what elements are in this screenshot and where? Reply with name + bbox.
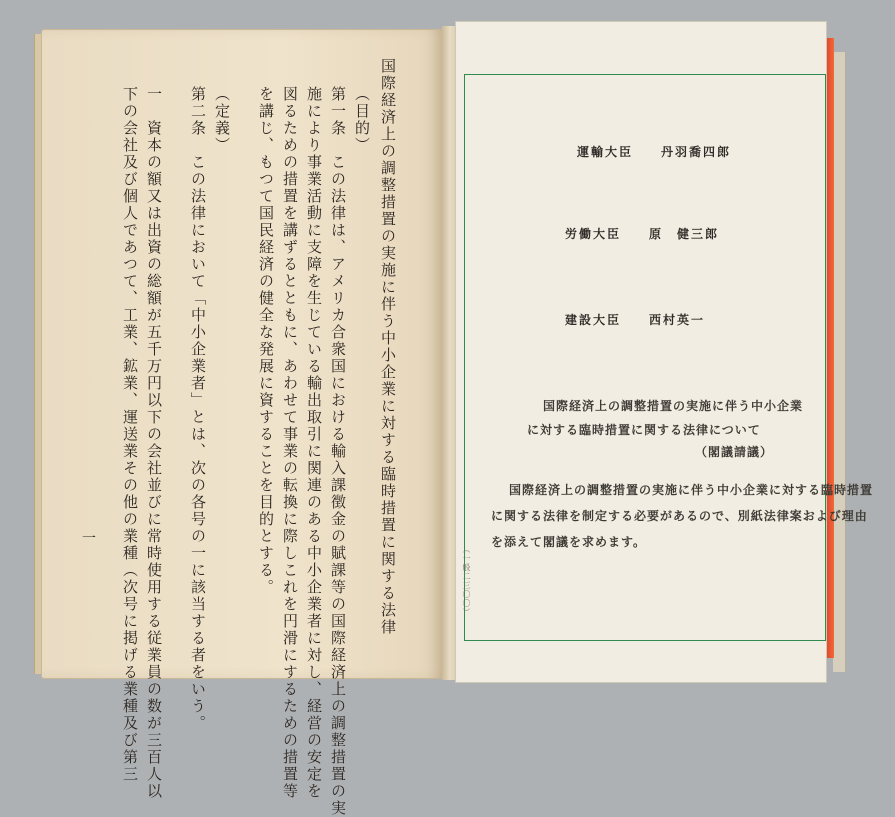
minister-name: 原 健三郎 xyxy=(649,227,720,241)
page-number: 一 xyxy=(82,531,96,547)
right-page xyxy=(456,22,874,682)
article-2-item-1-line-2: 下の会社及び個人であつて、工業、鉱業、運送業その他の業種（次号に掲げる業種及び第三 xyxy=(121,86,139,783)
body-line-3: を添えて閣議を求めます。 xyxy=(491,535,647,549)
article-1-line-2: 施により事業活動に支障を生じている輸出取引に関連のある中小企業者に対し、経営の安定を xyxy=(305,86,323,800)
open-book xyxy=(30,12,874,817)
heading-purpose: （目的） xyxy=(353,86,371,154)
minister-name: 丹羽喬四郎 xyxy=(661,145,732,159)
bill-title-line-1: 国際経済上の調整措置の実施に伴う中小企業 xyxy=(543,399,804,413)
minister-title: 建設大臣 xyxy=(565,313,622,327)
red-sheet-edge xyxy=(826,38,834,658)
document-frame xyxy=(462,74,874,641)
minister-construction xyxy=(565,311,705,328)
bill-title-line-2: に対する臨時措置に関する法律について xyxy=(527,423,761,437)
minister-labor xyxy=(565,225,719,242)
bill-tag: （閣議請議） xyxy=(695,445,774,459)
article-2-line-1: 第二条 この法律において「中小企業者」とは、次の各号の一に該当する者をいう。 xyxy=(189,86,207,732)
body-line-1: 国際経済上の調整措置の実施に伴う中小企業に対する臨時措置 xyxy=(509,483,874,497)
left-page xyxy=(42,30,444,817)
body-line-2: に関する法律を制定する必要があるので、別紙法律案および理由 xyxy=(491,509,868,523)
article-1-line-3: 図るための措置を講ずるとともに、あわせて事業の転換に際しこれを円滑にするための措置等 xyxy=(281,86,299,800)
minister-name: 西村英一 xyxy=(649,313,706,327)
side-note: （一般二三〇〇） xyxy=(462,545,471,617)
right-page-edge xyxy=(833,52,846,672)
heading-definition: （定義） xyxy=(213,86,231,154)
minister-title: 労働大臣 xyxy=(565,227,622,241)
article-2-item-1-line-1: 一 資本の額又は出資の総額が五千万円以下の会社並びに常時使用する従業員の数が三百人以 xyxy=(145,86,163,800)
minister-title: 運輸大臣 xyxy=(577,145,634,159)
article-1-line-1: 第一条 この法律は、アメリカ合衆国における輸入課徴金の賦課等の国際経済上の調整措置の実 xyxy=(329,86,347,817)
article-1-line-4: を講じ、もつて国民経済の健全な発展に資することを目的とする。 xyxy=(257,86,275,596)
law-title: 国際経済上の調整措置の実施に伴う中小企業に対する臨時措置に関する法律 xyxy=(379,58,397,636)
minister-transport xyxy=(577,143,731,160)
